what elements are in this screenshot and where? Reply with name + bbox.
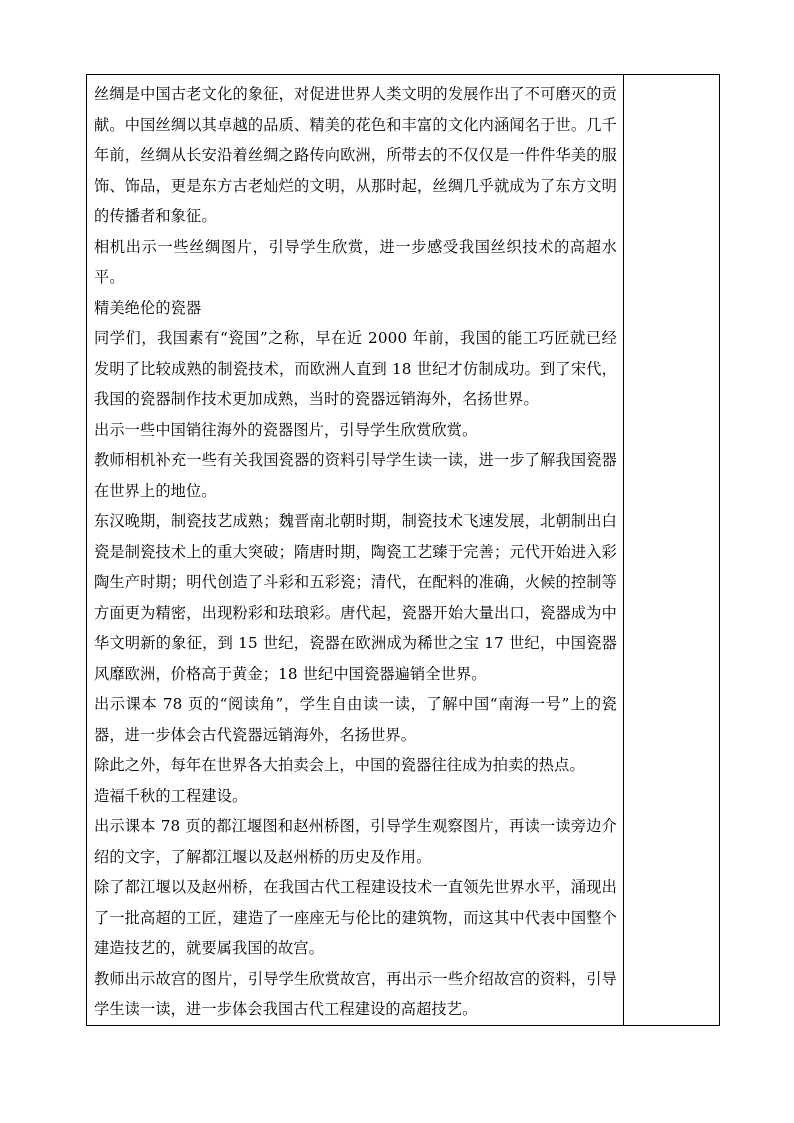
paragraph-dujiangyan-zhaozhou: 出示课本 78 页的都江堰图和赵州桥图，引导学生观察图片，再读一读旁边介绍的文字，了解都江堰以及赵州桥的历史及作用。 bbox=[94, 817, 617, 866]
lesson-content-cell bbox=[87, 75, 624, 1025]
paragraph-silk-intro: 丝绸是中国古老文化的象征，对促进世界人类文明的发展作出了不可磨灭的贡献。中国丝绸以其卓越的品质、精美的花色和丰富的文化内涵闻名于世。几千年前，丝绸从长安沿着丝绸之路传向欧洲，所带去的不仅仅是一件件华美的服饰、饰品，更是东方古老灿烂的文明，从那时起，丝绸几乎就成为了东方文明的传播者和象征。 bbox=[94, 85, 617, 225]
lesson-table bbox=[86, 74, 720, 1026]
paragraph-forbidden-city-intro: 除了都江堰以及赵州桥，在我国古代工程建设技术一直领先世界水平，涌现出了一批高超的工匠，建造了一座座无与伦比的建筑物，而这其中代表中国整个建造技艺的，就要属我国的故宫。 bbox=[94, 878, 617, 957]
paragraph-porcelain-history: 东汉晚期，制瓷技艺成熟；魏晋南北朝时期，制瓷技术飞速发展，北朝制出白瓷是制瓷技术上的重大突破；隋唐时期，陶瓷工艺臻于完善；元代开始进入彩陶生产时期；明代创造了斗彩和五彩瓷；清代，在配料的准确，火候的控制等方面更为精密，出现粉彩和珐琅彩。唐代起，瓷器开始大量出口，瓷器成为中华文明新的象征，到 15 世纪，瓷器在欧洲成为稀世之宝 17 世纪，中国瓷器风靡欧洲，价格高于黄金；18 世纪中国瓷器遍销全世界。 bbox=[94, 512, 617, 683]
paragraph-reading-corner: 出示课本 78 页的“阅读角”，学生自由读一读，了解中国“南海一号”上的瓷器，进一步体会古代瓷器远销海外，名扬世界。 bbox=[94, 695, 617, 744]
notes-cell bbox=[624, 75, 719, 1025]
heading-engineering: 造福千秋的工程建设。 bbox=[94, 786, 248, 805]
paragraph-silk-pictures: 相机出示一些丝绸图片，引导学生欣赏，进一步感受我国丝织技术的高超水平。 bbox=[94, 237, 617, 286]
paragraph-forbidden-city-pictures: 教师出示故宫的图片，引导学生欣赏故宫，再出示一些介绍故宫的资料，引导学生读一读，进一步体会我国古代工程建设的高超技艺。 bbox=[94, 969, 617, 1018]
paragraph-porcelain-intro: 同学们，我国素有“瓷国”之称，早在近 2000 年前，我国的能工巧匠就已经发明了比较成熟的制瓷技术，而欧洲人直到 18 世纪才仿制成功。到了宋代，我国的瓷器制作技术更加成熟，当时的瓷器远销海外，名扬世界。 bbox=[94, 329, 617, 408]
paragraph-porcelain-pictures: 出示一些中国销往海外的瓷器图片，引导学生欣赏欣赏。 bbox=[94, 420, 478, 439]
paragraph-porcelain-materials: 教师相机补充一些有关我国瓷器的资料引导学生读一读，进一步了解我国瓷器在世界上的地位。 bbox=[94, 451, 617, 500]
heading-porcelain: 精美绝伦的瓷器 bbox=[94, 298, 202, 317]
paragraph-auction: 除此之外，每年在世界各大拍卖会上，中国的瓷器往往成为拍卖的热点。 bbox=[94, 756, 585, 774]
